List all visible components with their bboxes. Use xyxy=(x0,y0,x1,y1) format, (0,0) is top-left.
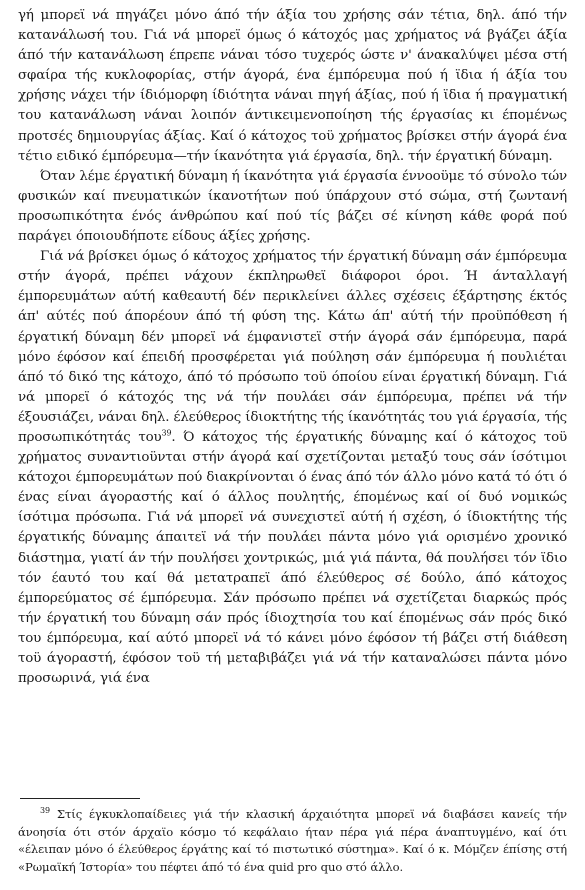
paragraph-3-text-b: . Ό κάτοχος τής έργατικής δύναμης καί ό κάτοχος τοϋ χρήματος συναντιοϋνται στήν άγορά καί σχετίζονται μεταξύ τους σάν ίσότιμοι κάτοχοι έμπορευμάτων πού διακρίνονται ό ένας άπό τόν άλλο μόνο κατά τό ότι ό ένας είναι άγοραστής καί ό άλλος πουλητής, έπομένως καί οί δυό νομικώς ίσότιμα πρόσωπα. Γιά νά μπορεϊ νά συνεχιστεϊ αύτή ή σχέση, ό ίδιοκτήτης τής έργατικής δύναμης άπαιτεϊ νά τήν πουλάει πάντα μόνο γιά ορισμένο χρονικό διάστημα, γιατί άν τήν πουλήσει χοντρικώς, μιά γιά πάντα, θά πουλήσει τόν ϊδιο τόν έαυτό του καί θά μετατραπεϊ άπό έλεύθερος σέ δούλο, άπό κάτοχος έμπορεύματος σέ έμπόρευμα. Σάν πρόσωπο πρέπει νά σχετίζεται διαρκώς πρός τήν έργατική του δύναμη σάν πρός ίδιοχτησία του καί έπομένως σάν πρός δικό του έμπόρευμα, καί αύτό μπορεϊ νά τό κάνει μόνο έφόσον τή βάζει στή διάθεση τοϋ άγοραστή, έφόσον τοϋ τή μεταβιβάζει γιά νά τήν καταναλώσει πάντα μόνο προσωρινά, γιά ένα xyxy=(18,429,568,687)
paragraph-3 xyxy=(18,247,567,689)
paragraph-1: γή μπορεϊ νά πηγάζει μόνο άπό τήν άξία του χρήσης σάν τέτια, δηλ. άπό τήν κατανάλωσή του. Γιά νά μπορεϊ όμως ό κάτοχός μας χρήματος νά βγάζει άξία άπό τήν κατανάλωση έπρεπε νάναι τόσο τυχερός ώστε ν' άνακαλύψει μέσα στή σφαίρα τής κυκλοφορίας, στήν άγορά, ένα έμπόρευμα πού ή ϊδια ή άξία του χρήσης νάχει τήν ίδιόμορφη ίδιότητα νάναι πηγή άξίας, πού ή ϊδια ή πραγματική του κατανάλωση νάναι λοιπόν άντικειμενοποίηση τής έργασίας κι έπομένως προτσές δημιουργίας άξίας. Καί ό κάτοχος τοϋ χρήματος βρίσκει στήν άγορά ένα τέτιο ειδικό έμπόρευμα—τήν ίκανότητα γιά έργασία, δηλ. τήν έργατική δύναμη. xyxy=(18,8,567,164)
footnote-number: 39 xyxy=(40,806,50,816)
footnote-divider xyxy=(20,798,140,799)
paragraph-3-text-a: Γιά νά βρίσκει όμως ό κάτοχος χρήματος τήν έργατική δύναμη σάν έμπόρευμα στήν άγορά, πρέπει νάχουν έκπληρωθεϊ διάφοροι όροι. Ή άνταλλαγή έμπορευμάτων αύτή καθεαυτή δέν περικλείνει άλλες σχέσεις έξάρτησης έκτός άπ' αύτές πού άπορέουν άπό τή φύση της. Κάτω άπ' αύτή τήν προϋπόθεση ή έργατική δύναμη δέν μπορεϊ νά έμφανιστεϊ στήν άγορά σάν έμπόρευμα, παρά μόνο έφόσον καί έπειδή προσφέρεται γιά πούληση σάν έμπόρευμα ή πουλιέται άπό τό δικό της κάτοχο, άπό τό πρόσωπο τοϋ όποίου είναι έργατική δύναμη. Γιά νά μπορεϊ ό κάτοχός της νά τήν πουλάει σάν έμπόρευμα, πρέπει νά τήν έξουσιάζει, νάναι δηλ. έλεύθερος ίδιοκτήτης τής ίκανότητάς του γιά έργασία, τής προσωπικότητάς του xyxy=(18,249,567,445)
footnote-reference: 39 xyxy=(161,428,172,438)
paragraph-2: Όταν λέμε έργατική δύναμη ή ίκανότητα γιά έργασία έννοοϋμε τό σύνολο τών φυσικών καί πνευματικών ίκανοτήτων πού ύπάρχουν στό σώμα, στή ζωντανή προσωπικότητα ένός άνθρώπου καί πού τίς βάζει σέ κίνηση κάθε φορά πού παράγει όποιουδήποτε είδους άξίες χρήσης. xyxy=(18,168,567,245)
footnote-paragraph xyxy=(18,806,567,876)
main-text xyxy=(18,6,567,689)
footnote-text: Στίς έγκυκλοπαίδειες γιά τήν κλασική άρχαιότητα μπορεϊ νά διαβάσει κανείς τήν άνοησία ότι στόν άρχαϊο κόσμο τό κεφάλαιο ήταν πέρα γιά πέρα άναπτυγμένο, καί ότι «έλειπαν μόνο ό έλεύθερος έργάτης καί τό πιστωτικό σύστημα». Καί ό κ. Μόμζεν έπίσης στή «Ρωμαϊκή Ίστορία» του πέφτει άπό τό ένα quid pro quo στό άλλο. xyxy=(18,807,568,874)
footnote xyxy=(18,806,567,876)
